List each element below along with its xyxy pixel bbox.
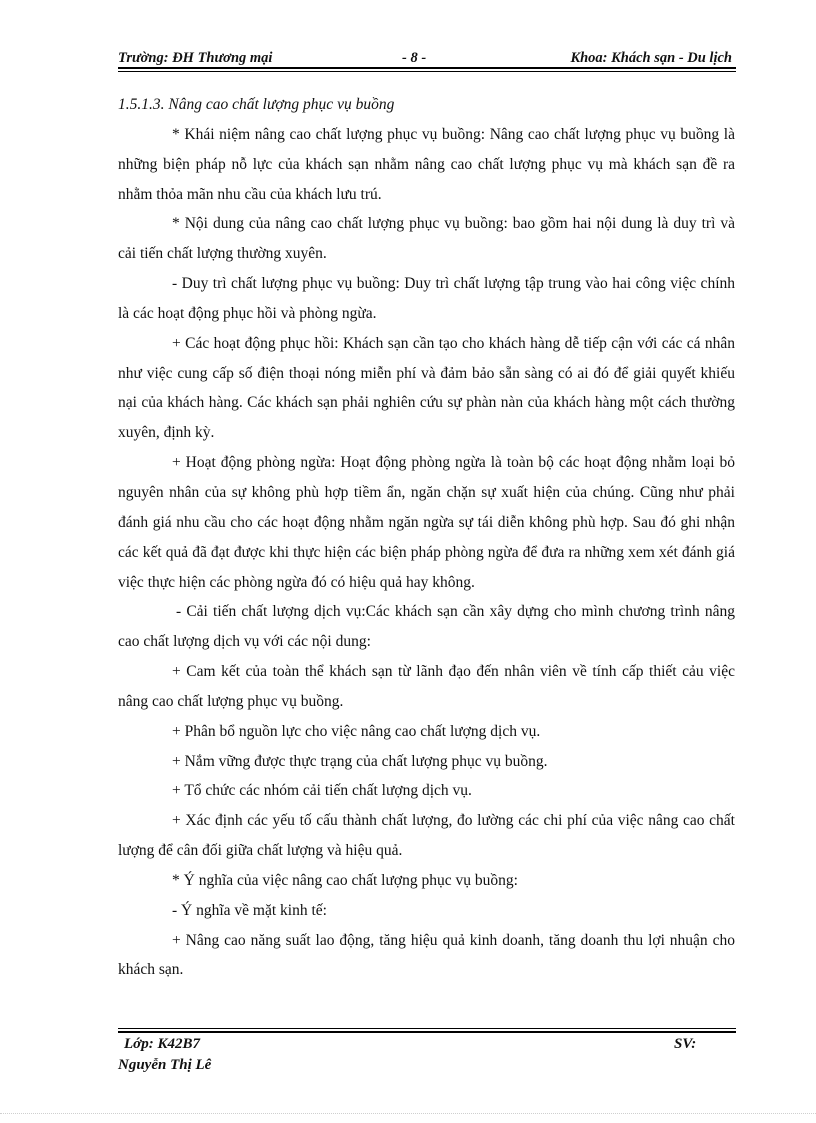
- paragraph-prevention: + Hoạt động phòng ngừa: Hoạt động phòng ngừa là toàn bộ các hoạt động nhằm loại bỏ nguyên nhân của sự không phù hợp tiềm ẩn, ngăn chặn sự xuất hiện của chúng. Cũng như phải đánh giá nhu cầu cho các hoạt động nhằm ngăn ngừa sự tái diễn không phù hợp. Sau đó ghi nhận các kết quả đã đạt được khi thực hiện các biện pháp phòng ngừa để đưa ra những xem xét đánh giá việc thực hiện các phòng ngừa đó có hiệu quả hay không.: [118, 454, 735, 591]
- header-page-number: - 8 -: [402, 50, 427, 66]
- footer-rule-thick: [118, 1031, 736, 1033]
- paragraph-groups: + Tổ chức các nhóm cải tiến chất lượng dịch vụ.: [172, 782, 472, 800]
- paragraph-resources: + Phân bổ nguồn lực cho việc nâng cao chất lượng dịch vụ.: [172, 722, 541, 740]
- header-rule-thin: [118, 71, 736, 72]
- section-heading: 1.5.1.3. Nâng cao chất lượng phục vụ buồng: [118, 96, 395, 113]
- footer-student-label: SV:: [674, 1036, 697, 1052]
- page-footer: [118, 1036, 736, 1073]
- page-bottom-edge: [0, 1113, 816, 1114]
- footer-student-name: Nguyễn Thị Lê: [118, 1057, 212, 1073]
- paragraph-maintain: - Duy trì chất lượng phục vụ buồng: Duy trì chất lượng tập trung vào hai công việc chính là các hoạt động phục hồi và phòng ngừa.: [118, 275, 735, 322]
- header-school: Trường: ĐH Thương mại: [118, 50, 273, 66]
- paragraph-current-state: + Nắm vững được thực trạng của chất lượng phục vụ buồng.: [172, 752, 548, 770]
- footer-class: Lớp: K42B7: [124, 1036, 200, 1052]
- paragraph-economic: - Ý nghĩa về mặt kinh tế:: [172, 901, 327, 919]
- paragraph-improvement: - Cải tiến chất lượng dịch vụ:Các khách sạn cần xây dựng cho mình chương trình nâng cao chất lượng dịch vụ với các nội dung:: [118, 603, 735, 651]
- paragraph-productivity: + Nâng cao năng suất lao động, tăng hiệu quả kinh doanh, tăng doanh thu lợi nhuận cho khách sạn.: [118, 931, 735, 979]
- header-faculty: Khoa: Khách sạn - Du lịch: [570, 50, 732, 66]
- footer-rule-thin: [118, 1028, 736, 1029]
- document-body: [118, 90, 735, 985]
- paragraph-commitment: + Cam kết của toàn thể khách sạn từ lãnh đạo đến nhân viên về tính cấp thiết cảu việc nâng cao chất lượng phục vụ buồng.: [118, 663, 735, 710]
- paragraph-concept: * Khái niệm nâng cao chất lượng phục vụ buồng: Nâng cao chất lượng phục vụ buồng là những biện pháp nỗ lực của khách sạn nhằm nâng cao chất lượng phục vụ mà khách sạn đề ra nhằm thỏa mãn nhu cầu của khách lưu trú.: [118, 125, 735, 203]
- header-rule-thick: [118, 67, 736, 69]
- paragraph-factors: + Xác định các yếu tố cấu thành chất lượng, đo lường các chi phí của việc nâng cao chất lượng để cân đối giữa chất lượng và hiệu quả.: [118, 812, 735, 860]
- paragraph-content: * Nội dung của nâng cao chất lượng phục vụ buồng: bao gồm hai nội dung là duy trì và cải tiến chất lượng thường xuyên.: [118, 215, 735, 263]
- paragraph-significance: * Ý nghĩa của việc nâng cao chất lượng phục vụ buồng:: [172, 871, 518, 889]
- paragraph-recovery: + Các hoạt động phục hồi: Khách sạn cần tạo cho khách hàng dễ tiếp cận với các cá nhân như việc cung cấp số điện thoại nóng miễn phí và đảm bảo sẵn sàng có ai đó để giải quyết khiếu nại của khách hàng. Các khách sạn phải nghiên cứu sự phàn nàn của khách hàng một cách thường xuyên, định kỳ.: [118, 334, 735, 442]
